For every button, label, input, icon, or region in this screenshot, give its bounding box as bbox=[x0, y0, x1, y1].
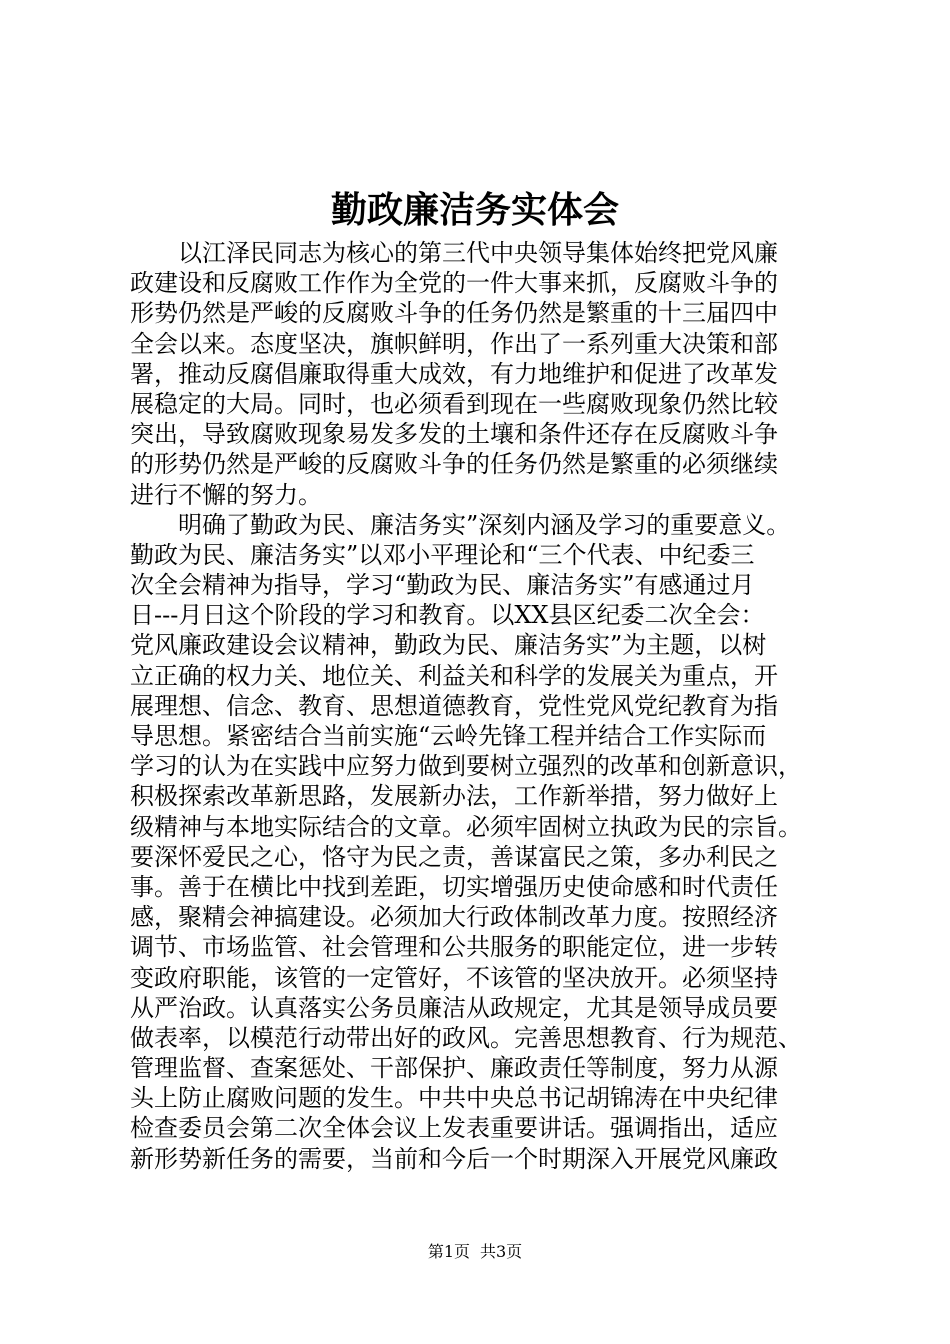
body-line: 勤政为民、廉洁务实”以邓小平理论和“三个代表、中纪委三 bbox=[130, 540, 755, 569]
page-total: 共3页 bbox=[480, 1242, 523, 1261]
body-line: 调节、市场监管、社会管理和公共服务的职能定位，进一步转 bbox=[130, 933, 778, 962]
body-line: 展理想、信念、教育、思想道德教育，党性党风党纪教育为指 bbox=[130, 691, 778, 720]
body-line: 党风廉政建设会议精神，勤政为民、廉洁务实”为主题，以树 bbox=[130, 631, 767, 660]
body-line: 做表率，以模范行动带出好的政风。完善思想教育、行为规范、 bbox=[130, 1023, 802, 1052]
body-line: 导思想。紧密结合当前实施“云岭先锋工程并结合工作实际而 bbox=[130, 722, 767, 750]
body-line: 以江泽民同志为核心的第三代中央领导集体始终把党风廉 bbox=[130, 239, 778, 267]
body-line: 明确了勤政为民、廉洁务实”深刻内涵及学习的重要意义。 bbox=[130, 510, 791, 539]
page-number: 第1页 bbox=[427, 1242, 470, 1261]
body-line: 的形势仍然是严峻的反腐败斗争的任务仍然是繁重的必须继续 bbox=[130, 450, 778, 479]
body-line: 变政府职能，该管的一定管好，不该管的坚决放开。必须坚持 bbox=[130, 963, 778, 992]
body-line: 要深怀爱民之心，恪守为民之责，善谋富民之策，多办利民之 bbox=[130, 842, 778, 871]
body-line: 积极探索改革新思路，发展新办法，工作新举措，努力做好上 bbox=[130, 782, 778, 811]
body-line: 形势仍然是严峻的反腐败斗争的任务仍然是繁重的十三届四中 bbox=[130, 299, 778, 328]
body-line: 日---月日这个阶段的学习和教育。以XX县区纪委二次全会： bbox=[130, 601, 765, 630]
body-line: 感，聚精会神搞建设。必须加大行政体制改革力度。按照经济 bbox=[130, 903, 778, 932]
body-line: 进行不懈的努力。 bbox=[130, 480, 322, 509]
body-line: 学习的认为在实践中应努力做到要树立强烈的改革和创新意识， bbox=[130, 752, 802, 781]
body-line: 立正确的权力关、地位关、利益关和科学的发展关为重点，开 bbox=[130, 661, 778, 690]
body-line: 署，推动反腐倡廉取得重大成效，有力地维护和促进了改革发 bbox=[130, 359, 778, 388]
body-line: 次全会精神为指导，学习“勤政为民、廉洁务实”有感通过月 bbox=[130, 571, 755, 600]
body-line: 管理监督、查案惩处、干部保护、廉政责任等制度，努力从源 bbox=[130, 1054, 778, 1083]
body-line: 级精神与本地实际结合的文章。必须牢固树立执政为民的宗旨。 bbox=[130, 812, 802, 841]
body-line: 全会以来。态度坚决，旗帜鲜明，作出了一系列重大决策和部 bbox=[130, 329, 778, 358]
body-line: 突出，导致腐败现象易发多发的土壤和条件还存在反腐败斗争 bbox=[130, 420, 778, 449]
body-line: 检查委员会第二次全体会议上发表重要讲话。强调指出，适应 bbox=[130, 1114, 778, 1143]
body-line: 事。善于在横比中找到差距，切实增强历史使命感和时代责任 bbox=[130, 872, 778, 901]
body-line: 从严治政。认真落实公务员廉洁从政规定，尤其是领导成员要 bbox=[130, 993, 778, 1022]
body-line: 展稳定的大局。同时，也必须看到现在一些腐败现象仍然比较 bbox=[130, 389, 778, 418]
body-line: 头上防止腐败问题的发生。中共中央总书记胡锦涛在中央纪律 bbox=[130, 1084, 778, 1113]
body-line: 政建设和反腐败工作作为全党的一件大事来抓，反腐败斗争的 bbox=[130, 269, 778, 298]
document-body bbox=[130, 238, 830, 1174]
document-title: 勤政廉洁务实体会 bbox=[330, 189, 619, 231]
page-footer bbox=[0, 1240, 950, 1264]
body-line: 新形势新任务的需要，当前和今后一个时期深入开展党风廉政 bbox=[130, 1144, 778, 1173]
